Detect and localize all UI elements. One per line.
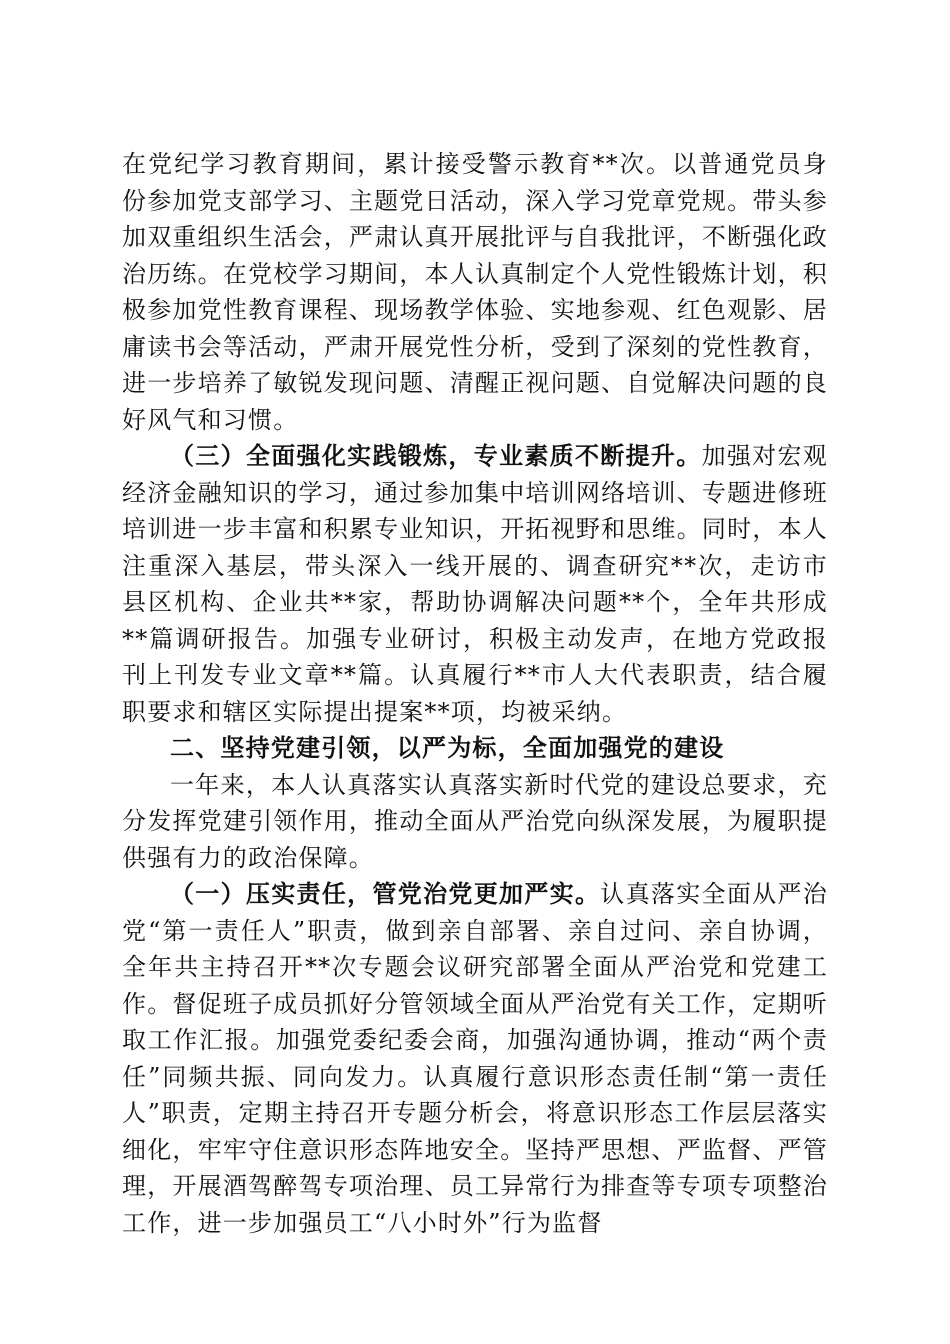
section-body-responsibility: 认真落实全面从严治党“第一责任人”职责，做到亲自部署、亲自过问、亲自协调，全年共主持召开**次专题会议研究部署全面从严治党和党建工作。督促班子成员抓好分管领域全面从严治党有关工作，定期听取工作汇报。加强党委纪委会商，加强沟通协调，推动“两个责任”同频共振、同向发力。认真履行意识形态责任制“第一责任人”职责，定期主持召开专题分析会，将意识形态工作层层落实细化，牢牢守住意识形态阵地安全。坚持严思想、严监督、严管理，开展酒驾醉驾专项治理、员工异常行为排查等专项专项整治工作，进一步加强员工“八小时外”行为监督 bbox=[122, 880, 828, 1237]
document-page bbox=[122, 146, 828, 1241]
paragraph-responsibility bbox=[122, 876, 828, 1241]
section-lead-responsibility: （一）压实责任，管党治党更加严实。 bbox=[170, 880, 601, 908]
paragraph-party-building-intro: 一年来，本人认真落实认真落实新时代党的建设总要求，充分发挥党建引领作用，推动全面从严治党向纵深发展，为履职提供强有力的政治保障。 bbox=[122, 770, 828, 872]
section-heading-party-building: 二、坚持党建引领，以严为标，全面加强党的建设 bbox=[170, 734, 725, 762]
section-lead-practice-training: （三）全面强化实践锻炼，专业素质不断提升。 bbox=[170, 442, 702, 470]
paragraph-practice-training bbox=[122, 438, 828, 730]
paragraph-party-discipline-education: 在党纪学习教育期间，累计接受警示教育**次。以普通党员身份参加党支部学习、主题党日活动，深入学习党章党规。带头参加双重组织生活会，严肃认真开展批评与自我批评，不断强化政治历练。在党校学习期间，本人认真制定个人党性锻炼计划，积极参加党性教育课程、现场教学体验、实地参观、红色观影、居庸读书会等活动，严肃开展党性分析，受到了深刻的党性教育，进一步培养了敏锐发现问题、清醒正视问题、自觉解决问题的良好风气和习惯。 bbox=[122, 150, 828, 434]
section-body-practice-training: 加强对宏观经济金融知识的学习，通过参加集中培训网络培训、专题进修班培训进一步丰富和积累专业知识，开拓视野和思维。同时，本人注重深入基层，带头深入一线开展的、调查研究**次，走访市县区机构、企业共**家，帮助协调解决问题**个，全年共形成**篇调研报告。加强专业研讨，积极主动发声，在地方党政报刊上刊发专业文章**篇。认真履行**市人大代表职责，结合履职要求和辖区实际提出提案**项，均被采纳。 bbox=[122, 442, 829, 726]
